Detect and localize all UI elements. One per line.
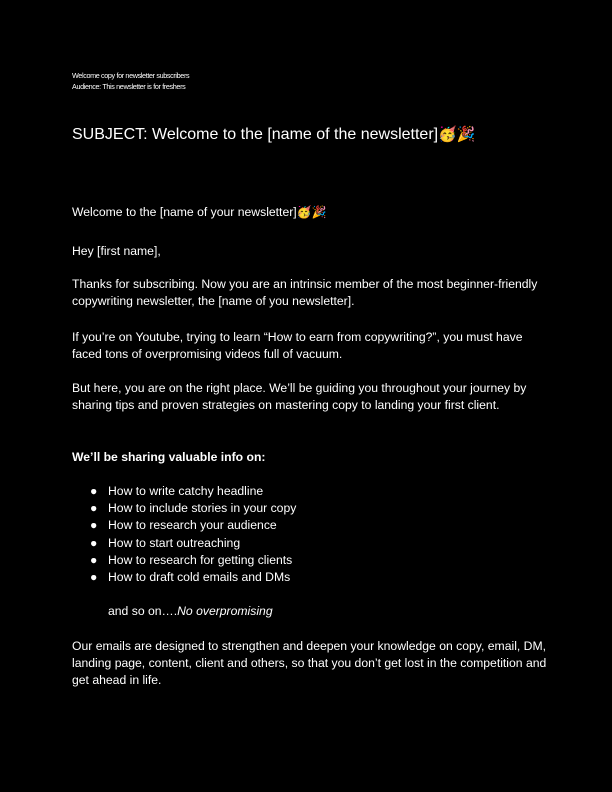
meta-description: Welcome copy for newsletter subscribers [72,71,190,80]
list-item [90,517,296,534]
info-heading: We’ll be sharing valuable info on: [72,450,266,464]
party-emoji-icon: 🥳🎉 [296,205,327,219]
party-emoji-icon: 🥳🎉 [438,125,476,143]
paragraph-intro: Thanks for subscribing. Now you are an intrinsic member of the most beginner-friendly copywriting newsletter, the [name of you newsletter]. [72,277,538,309]
bullet-icon: ● [90,552,98,567]
paragraph-closing: Our emails are designed to strengthen and deepen your knowledge on copy, email, DM, landing page, content, client and others, so that you don’t get lost in the competition and get ahead in life. [72,639,547,688]
list-item [90,483,296,500]
paragraph-guidance: But here, you are on the right place. We’ll be guiding you throughout your journey by sharing tips and proven strategies on mastering copy to landing your first client. [72,381,527,413]
welcome-heading [72,204,327,220]
list-item [90,535,296,552]
topics-list [90,483,296,586]
bullet-icon: ● [90,518,98,533]
bullet-icon: ● [90,501,98,516]
so-on-prefix: and so on…. [108,604,178,618]
bullet-icon: ● [90,570,98,585]
list-item-text: How to include stories in your copy [108,501,297,516]
document-meta [72,71,189,92]
subject-text: SUBJECT: Welcome to the [name of the newsletter] [72,126,439,143]
subject-line [72,124,475,145]
bullet-icon: ● [90,484,98,498]
list-item [90,569,296,586]
list-item [90,500,296,517]
list-item [90,552,296,569]
greeting: Hey [first name], [72,244,161,258]
list-item-text: How to research your audience [108,518,277,533]
list-item-text: How to write catchy headline [108,484,264,498]
list-item-text: How to draft cold emails and DMs [108,570,291,585]
welcome-text: Welcome to the [name of your newsletter] [72,205,297,219]
paragraph-youtube: If you’re on Youtube, trying to learn “How to earn from copywriting?”, you must have faced tons of overpromising videos full of vacuum. [72,330,523,362]
and-so-on-line [108,603,273,620]
bullet-icon: ● [90,535,98,550]
meta-audience: Audience: This newsletter is for freshers [72,81,186,91]
list-item-text: How to start outreaching [108,535,241,550]
list-item-text: How to research for getting clients [108,552,293,567]
no-overpromising-text: No overpromising [177,604,273,618]
